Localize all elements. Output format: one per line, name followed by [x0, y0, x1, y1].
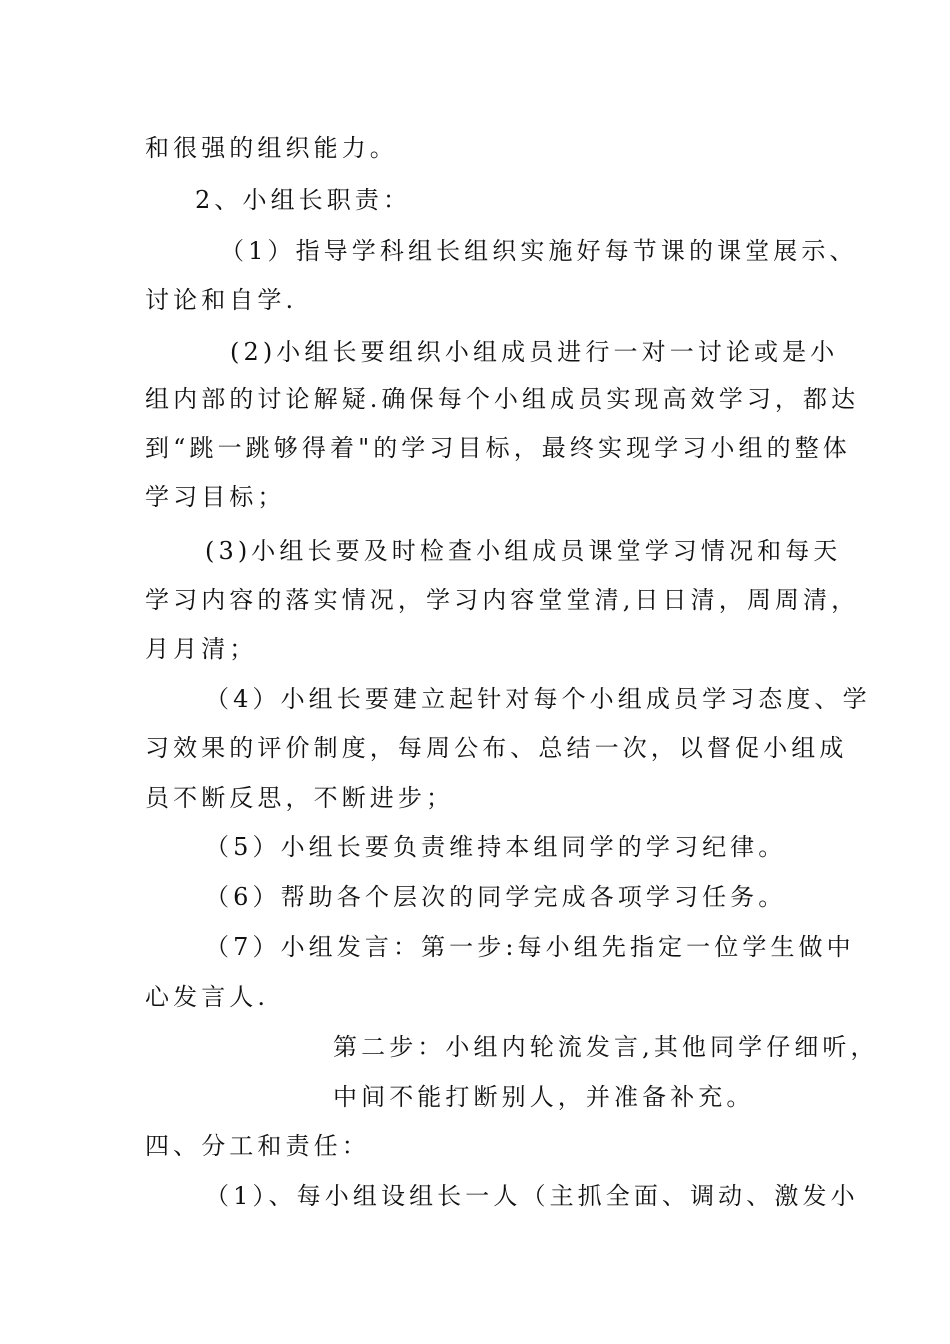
text-line: 中间不能打断别人，并准备补充。: [333, 1083, 755, 1111]
text-line: 第二步：小组内轮流发言,其他同学仔细听，: [333, 1033, 879, 1061]
section-heading: 2、小组长职责：: [195, 186, 412, 214]
text-line: （1）、每小组设组长一人（主抓全面、调动、激发小: [205, 1182, 859, 1210]
section-heading: 四、分工和责任：: [145, 1132, 370, 1160]
text-line: 学习内容的落实情况，学习内容堂堂清,日日清，周周清，: [145, 586, 860, 614]
text-line: 学习目标；: [145, 483, 286, 511]
text-line: 组内部的讨论解疑.确保每个小组成员实现高效学习，都达: [145, 385, 860, 413]
text-line: (3)小组长要及时检查小组成员课堂学习情况和每天: [205, 537, 842, 565]
text-line: （1）指导学科组长组织实施好每节课的课堂展示、: [220, 237, 858, 265]
text-line: 习效果的评价制度，每周公布、总结一次，以督促小组成: [145, 734, 848, 762]
text-line: 到“跳一跳够得着"的学习目标，最终实现学习小组的整体: [145, 434, 851, 462]
text-line: （4）小组长要建立起针对每个小组成员学习态度、学: [205, 685, 871, 713]
text-line: 员不断反思，不断进步；: [145, 784, 455, 812]
text-line: 和很强的组织能力。: [145, 134, 398, 162]
text-line: (2)小组长要组织小组成员进行一对一讨论或是小: [230, 338, 839, 366]
text-line: （5）小组长要负责维持本组同学的学习纪律。: [205, 833, 787, 861]
text-line: （6）帮助各个层次的同学完成各项学习任务。: [205, 883, 787, 911]
text-line: （7）小组发言：第一步:每小组先指定一位学生做中: [205, 933, 855, 961]
text-line: 心发言人.: [145, 983, 270, 1011]
text-line: 月月清；: [145, 635, 258, 663]
text-line: 讨论和自学.: [145, 286, 298, 314]
